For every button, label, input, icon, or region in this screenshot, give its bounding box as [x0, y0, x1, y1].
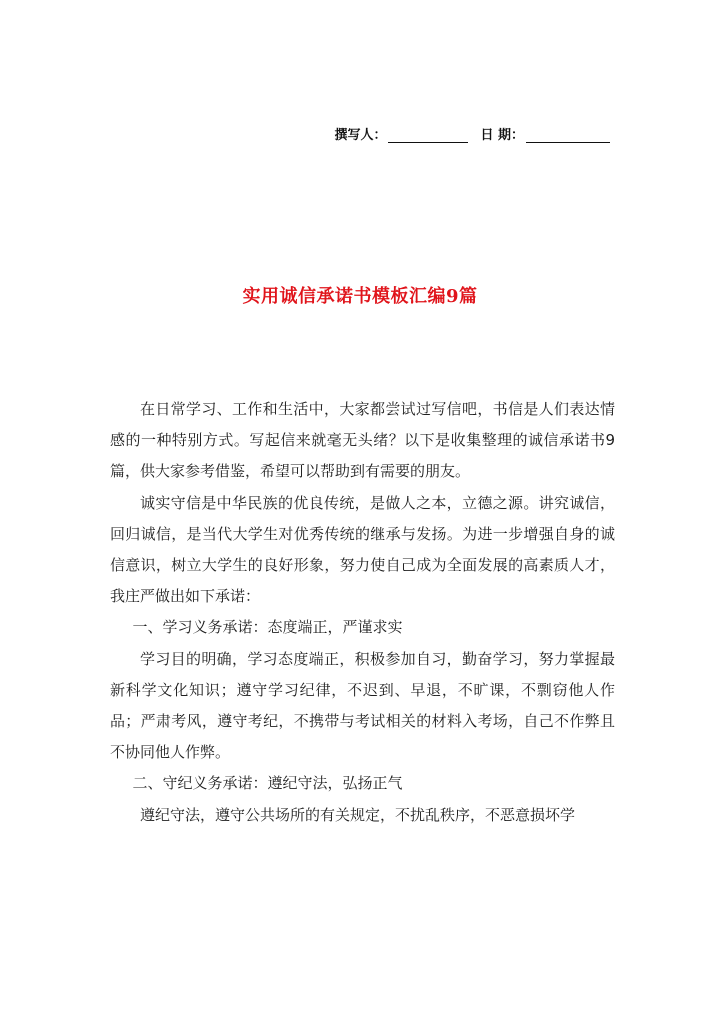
paragraph-intro: 在日常学习、工作和生活中，大家都尝试过写信吧，书信是人们表达情感的一种特别方式。写起信来就毫无头绪？以下是收集整理的诚信承诺书9篇，供大家参考借鉴，希望可以帮助到有需要的朋友。 — [110, 400, 615, 481]
section-heading-discipline: 二、守纪义务承诺：遵纪守法，弘扬正气 — [132, 774, 403, 793]
paragraph-study: 学习目的明确，学习态度端正，积极参加自习，勤奋学习，努力掌握最新科学文化知识；遵守学习纪律，不迟到、早退，不旷课，不剽窃他人作品；严肃考风，遵守考纪，不携带与考试相关的材料入考场，自己不作弊且不协同他人作弊。 — [110, 649, 615, 762]
date-blank-field — [526, 128, 610, 143]
document-body — [110, 394, 615, 831]
date-label: 日 期： — [480, 128, 524, 143]
author-date-line — [334, 124, 612, 143]
paragraph-discipline: 遵纪守法，遵守公共场所的有关规定，不扰乱秩序，不恶意损坏学 — [140, 805, 576, 824]
author-blank-field — [388, 128, 468, 143]
author-label: 撰写人： — [334, 128, 387, 143]
document-title: 实用诚信承诺书模板汇编9篇 — [242, 286, 478, 307]
section-heading-study: 一、学习义务承诺：态度端正，严谨求实 — [132, 618, 403, 637]
paragraph-honesty: 诚实守信是中华民族的优良传统，是做人之本，立德之源。讲究诚信，回归诚信，是当代大学生对优秀传统的继承与发扬。为进一步增强自身的诚信意识，树立大学生的良好形象，努力使自己成为全面发展的高素质人才，我庄严做出如下承诺： — [110, 493, 615, 606]
